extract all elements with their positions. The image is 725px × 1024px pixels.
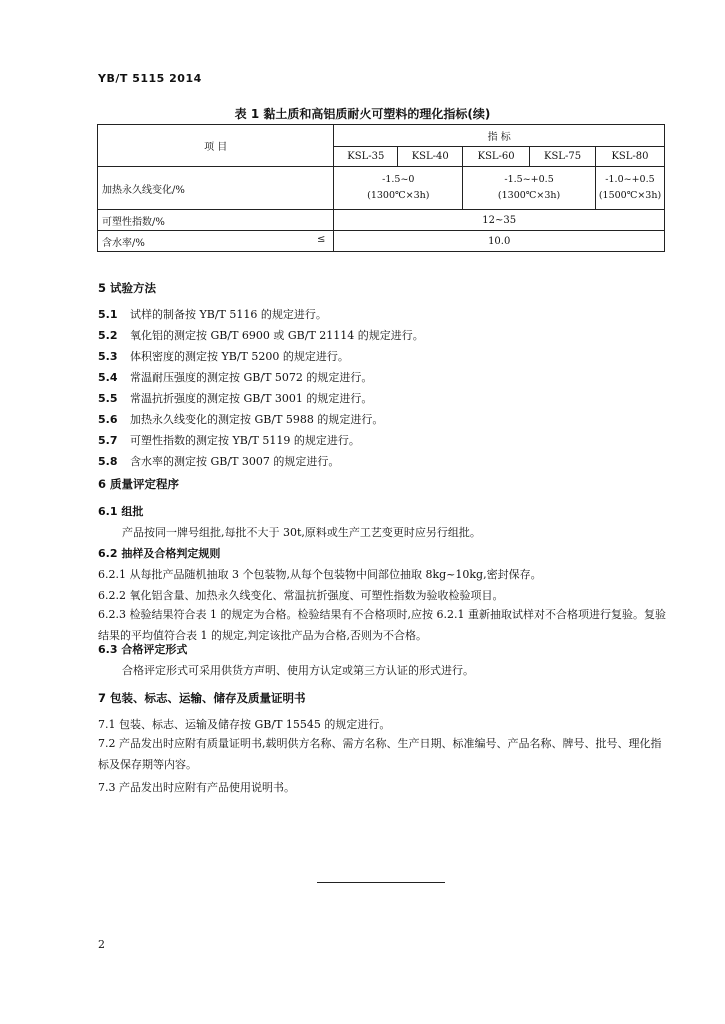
list-item [98, 453, 339, 469]
table-cell [463, 167, 596, 210]
paragraph: 7.2 产品发出时应附有质量证明书,载明供方名称、需方名称、生产日期、标准编号、产品名称、牌号、批号、理化指标及保存期等内容。 [98, 737, 662, 771]
cell-condition: (1300℃×3h) [497, 190, 561, 201]
subsection-heading: 6.1 组批 [98, 505, 144, 518]
item-text: 含水率的测定按 GB/T 3007 的规定进行。 [130, 455, 340, 468]
item-number: 5.2 [98, 329, 118, 342]
item-text: 可塑性指数的测定按 YB/T 5119 的规定进行。 [130, 434, 360, 447]
end-rule [317, 882, 445, 883]
list-item [98, 348, 349, 364]
item-number: 5.1 [98, 308, 118, 321]
spec-table [97, 124, 665, 252]
list-item [98, 411, 383, 427]
paragraph: 7.3 产品发出时应附有产品使用说明书。 [98, 781, 295, 794]
row-label: 含水率/% [102, 237, 145, 249]
subsection-heading: 6.2 抽样及合格判定规则 [98, 547, 221, 560]
row-label-cell [98, 231, 334, 252]
item-number: 5.6 [98, 413, 118, 426]
row-label: 可塑性指数/% [98, 210, 334, 231]
table-cell [334, 167, 463, 210]
item-number: 5.7 [98, 434, 118, 447]
cell-value: -1.0~+0.5 [605, 174, 655, 185]
item-text: 体积密度的测定按 YB/T 5200 的规定进行。 [130, 350, 349, 363]
paragraph: 6.2.3 检验结果符合表 1 的规定为合格。检验结果有不合格项时,应按 6.2.1 重新抽取试样对不合格项进行复验。复验结果的平均值符合表 1 的规定,判定该批产品为合格,否则为不合格。 [98, 608, 666, 642]
grade-header: KSL-35 [334, 147, 398, 167]
subsection-heading: 6.3 合格评定形式 [98, 643, 188, 656]
item-text: 加热永久线变化的测定按 GB/T 5988 的规定进行。 [130, 413, 384, 426]
standard-code: YB/T 5115 2014 [98, 72, 202, 85]
table-cell: 12~35 [334, 210, 665, 231]
item-number: 5.8 [98, 455, 118, 468]
paragraph: 6.2.1 从每批产品随机抽取 3 个包装物,从每个包装物中间部位抽取 8kg~10kg,密封保存。 [98, 568, 542, 581]
item-text: 氧化铝的测定按 GB/T 6900 或 GB/T 21114 的规定进行。 [130, 329, 424, 342]
row-label: 加热永久线变化/% [98, 167, 334, 210]
table-title: 表 1 黏土质和高铝质耐火可塑料的理化指标(续) [234, 107, 491, 121]
grade-header: KSL-80 [595, 147, 664, 167]
section-5-title: 5 试验方法 [98, 281, 157, 295]
grade-header: KSL-40 [398, 147, 463, 167]
list-item [98, 390, 372, 406]
grade-header: KSL-60 [463, 147, 530, 167]
paragraph: 7.1 包装、标志、运输及储存按 GB/T 15545 的规定进行。 [98, 718, 391, 731]
cell-condition: (1500℃×3h) [598, 190, 662, 201]
table-cell [595, 167, 664, 210]
grade-header: KSL-75 [530, 147, 596, 167]
paragraph: 6.2.2 氧化铝含量、加热永久线变化、常温抗折强度、可塑性指数为验收检验项目。 [98, 589, 504, 602]
cell-value: -1.5~0 [382, 174, 415, 185]
cell-value: -1.5~+0.5 [504, 174, 554, 185]
list-item [98, 369, 372, 385]
section-6-title: 6 质量评定程序 [98, 477, 180, 491]
paragraph: 产品按同一牌号组批,每批不大于 30t,原料或生产工艺变更时应另行组批。 [122, 526, 481, 539]
list-item [98, 327, 424, 343]
operator-symbol: ≤ [317, 233, 326, 245]
item-number: 5.3 [98, 350, 118, 363]
cell-condition: (1300℃×3h) [367, 190, 430, 201]
item-text: 常温耐压强度的测定按 GB/T 5072 的规定进行。 [130, 371, 373, 384]
item-text: 试样的制备按 YB/T 5116 的规定进行。 [130, 308, 327, 321]
table-cell: 10.0 [334, 231, 665, 252]
col-header-item: 项 目 [98, 125, 334, 167]
item-number: 5.5 [98, 392, 118, 405]
paragraph: 合格评定形式可采用供货方声明、使用方认定或第三方认证的形式进行。 [122, 664, 474, 677]
list-item [98, 432, 360, 448]
page-number: 2 [98, 938, 105, 951]
col-header-index: 指 标 [334, 125, 665, 147]
item-text: 常温抗折强度的测定按 GB/T 3001 的规定进行。 [130, 392, 373, 405]
item-number: 5.4 [98, 371, 118, 384]
list-item [98, 306, 327, 322]
section-7-title: 7 包装、标志、运输、储存及质量证明书 [98, 691, 306, 705]
